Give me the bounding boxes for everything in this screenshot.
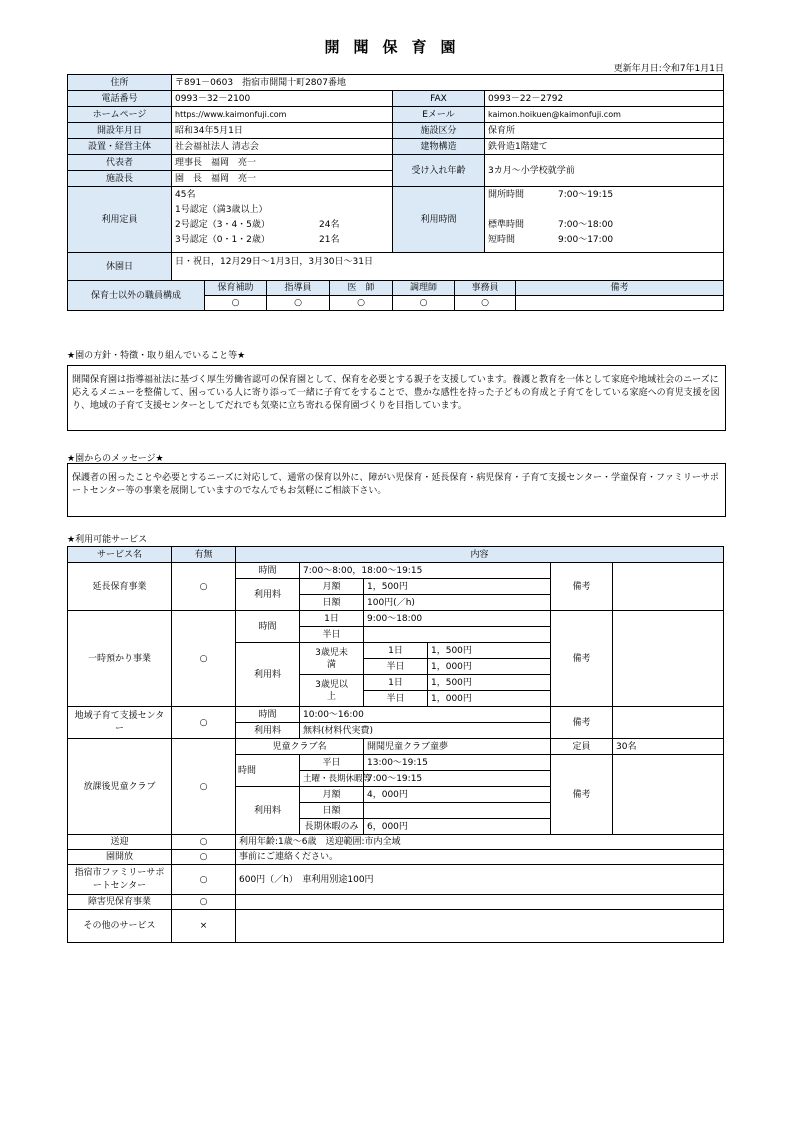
club-monthly: 4，000円: [364, 787, 551, 803]
staff-header: 保育補助: [205, 281, 267, 296]
staff-remarks-value: [516, 296, 724, 311]
capacity-type3-label: 3号認定（0・1・2歳）: [175, 235, 270, 245]
page-title: 開聞保育園: [324, 38, 470, 56]
holiday-value: 日・祝日，12月29日～1月3日，3月30日～31日: [172, 253, 724, 281]
club-cap-label: 定員: [551, 739, 613, 755]
club-cap: 30名: [613, 739, 724, 755]
local-remarks-label: 備考: [551, 707, 613, 739]
capacity-label: 利用定員: [68, 187, 172, 253]
capacity-type3: [175, 233, 389, 248]
capacity-total: 45名: [175, 190, 196, 200]
family-avail: ○: [172, 865, 236, 895]
temp-u-day: 1，500円: [428, 643, 551, 659]
staff-mark: ○: [330, 296, 393, 311]
disabled-name: 障害児保育事業: [68, 895, 172, 910]
club-remarks-label: 備考: [551, 755, 613, 835]
temp-half-label: 半日: [300, 627, 364, 643]
open-label: 開所時間: [488, 190, 525, 200]
transport-name: 送迎: [68, 835, 172, 850]
other-avail: ×: [172, 910, 236, 943]
message-text: 保護者の困ったことや必要とするニーズに対応して、通常の保育以外に、障がい児保育・延長保育・病児保育・子育て支援センター・学童保育・ファミリーサポートセンター等の事業を展開していますのでなんでもお気軽にご相談下さい。: [67, 463, 726, 517]
staff-remarks-header: 備考: [516, 281, 724, 296]
club-time-label: 時間: [236, 755, 300, 787]
capacity-type2-count: 24名: [319, 220, 340, 230]
staff-mark: ○: [267, 296, 330, 311]
club-long: 6，000円: [364, 819, 551, 835]
temp-u-half: 1，000円: [428, 659, 551, 675]
hours-label: 利用時間: [393, 187, 485, 253]
capacity-type3-count: 21名: [319, 235, 340, 245]
policy-text: 開聞保育園は指導福祉法に基づく厚生労働省認可の保育園として、保育を必要とする親子を支援しています。養護と教育を一体として家庭や地域社会のニーズに応えるメニューを整備して、困っている人に寄り添って一緒に子育てをすることで、豊かな感性を持った子どもの育成と子育てをしている家庭への育児支援を図り、地域の子育て支援センターとしてだれでも気楽に立ち寄れる保育園づくりを目指しています。: [67, 365, 726, 431]
club-holiday: 7:00～19:15: [364, 771, 551, 787]
family-text: 600円（／h） 車利用別途100円: [236, 865, 724, 895]
temp-u-half-label: 半日: [364, 659, 428, 675]
club-monthly-label: 月額: [300, 787, 364, 803]
club-long-label: 長期休暇のみ: [300, 819, 364, 835]
capacity-type2-label: 2号認定（3・4・5歳）: [175, 220, 270, 230]
operator-label: 設置・経営主体: [68, 139, 172, 155]
club-daily-label: 日額: [300, 803, 364, 819]
club-weekday: 13:00～19:15: [364, 755, 551, 771]
standard-label: 標準時間: [488, 220, 525, 230]
hours-value: [485, 187, 724, 253]
temp-day: 9:00～18:00: [364, 611, 551, 627]
col-service-name: サービス名: [68, 547, 172, 563]
staff-header: 調理師: [393, 281, 455, 296]
ext-monthly-label: 月額: [300, 579, 364, 595]
other-text: [236, 910, 724, 943]
local-fee: 無料(材料代実費): [300, 723, 551, 739]
temp-avail: ○: [172, 611, 236, 707]
temp-o-half-label: 半日: [364, 691, 428, 707]
open-day-name: 園開放: [68, 850, 172, 865]
club-fee-label: 利用料: [236, 787, 300, 835]
temp-o-half: 1，000円: [428, 691, 551, 707]
temp-under3-label: 3歳児未満: [300, 643, 364, 675]
services-heading: ★利用可能サービス: [67, 535, 148, 545]
short-value: 9:00～17:00: [558, 235, 614, 245]
staff-header: 医 師: [330, 281, 393, 296]
ext-daily-label: 日額: [300, 595, 364, 611]
fax-value: 0993－22－2792: [485, 91, 724, 107]
staff-mark: ○: [205, 296, 267, 311]
hp-label: ホームページ: [68, 107, 172, 123]
address-value: 〒891－0603 指宿市開聞十町2807番地: [172, 75, 724, 91]
staff-label: 保育士以外の職員構成: [68, 281, 205, 311]
facility-type-value: 保育所: [485, 123, 724, 139]
ext-monthly: 1，500円: [364, 579, 551, 595]
ext-name: 延長保育事業: [68, 563, 172, 611]
facility-type-label: 施設区分: [393, 123, 485, 139]
director-label: 施設長: [68, 171, 172, 187]
temp-remarks-label: 備考: [551, 611, 613, 707]
disabled-text: [236, 895, 724, 910]
temp-day-label: 1日: [300, 611, 364, 627]
accept-value: 3カ月～小学校就学前: [485, 155, 724, 187]
updated-date: 更新年月日:令和7年1月1日: [613, 64, 724, 74]
temp-name: 一時預かり事業: [68, 611, 172, 707]
opened-value: 昭和34年5月1日: [172, 123, 393, 139]
services-table: [67, 546, 724, 943]
ext-remarks-label: 備考: [551, 563, 613, 611]
club-name-label: 児童クラブ名: [236, 739, 364, 755]
local-name: 地域子育て支援センター: [68, 707, 172, 739]
transport-text: 利用年齢:1歳～6歳 送迎範囲:市内全域: [236, 835, 724, 850]
policy-heading: ★園の方針・特徴・取り組んでいること等★: [67, 351, 246, 361]
email-label: Eメール: [393, 107, 485, 123]
ext-remarks: [613, 563, 724, 611]
family-name: 指宿市ファミリーサポートセンター: [68, 865, 172, 895]
operator-value: 社会福祉法人 清志会: [172, 139, 393, 155]
open-day-avail: ○: [172, 850, 236, 865]
capacity-type2: [175, 218, 389, 233]
building-value: 鉄骨造1階建て: [485, 139, 724, 155]
club-avail: ○: [172, 739, 236, 835]
club-name-value: 開聞児童クラブ童夢: [364, 739, 551, 755]
club-remarks: [613, 755, 724, 835]
fax-label: FAX: [393, 91, 485, 107]
temp-fee-label: 利用料: [236, 643, 300, 707]
capacity-value: [172, 187, 393, 253]
opened-label: 開設年月日: [68, 123, 172, 139]
temp-remarks: [613, 611, 724, 707]
open-value: 7:00～19:15: [558, 190, 614, 200]
temp-time-label: 時間: [236, 611, 300, 643]
staff-mark: ○: [455, 296, 516, 311]
director-value: 園 長 福岡 亮一: [172, 171, 393, 187]
col-content: 内容: [236, 547, 724, 563]
temp-half: [364, 627, 551, 643]
club-daily: [364, 803, 551, 819]
holiday-label: 休園日: [68, 253, 172, 281]
other-name: その他のサービス: [68, 910, 172, 943]
tel-label: 電話番号: [68, 91, 172, 107]
local-time: 10:00～16:00: [300, 707, 551, 723]
standard-value: 7:00～18:00: [558, 220, 614, 230]
local-fee-label: 利用料: [236, 723, 300, 739]
local-remarks: [613, 707, 724, 739]
col-availability: 有無: [172, 547, 236, 563]
accept-label: 受け入れ年齢: [393, 155, 485, 187]
email-link[interactable]: kaimon.hoikuen@kaimonfuji.com: [485, 107, 724, 123]
local-time-label: 時間: [236, 707, 300, 723]
staff-header: 指導員: [267, 281, 330, 296]
local-avail: ○: [172, 707, 236, 739]
ext-avail: ○: [172, 563, 236, 611]
rep-value: 理事長 福岡 亮一: [172, 155, 393, 171]
ext-fee-label: 利用料: [236, 579, 300, 611]
temp-o-day: 1，500円: [428, 675, 551, 691]
disabled-avail: ○: [172, 895, 236, 910]
building-label: 建物構造: [393, 139, 485, 155]
temp-o-day-label: 1日: [364, 675, 428, 691]
message-heading: ★園からのメッセージ★: [67, 454, 164, 464]
capacity-type1: 1号認定（満3歳以上）: [175, 205, 268, 215]
ext-time: 7:00～8:00，18:00～19:15: [300, 563, 551, 579]
temp-u-day-label: 1日: [364, 643, 428, 659]
ext-time-label: 時間: [236, 563, 300, 579]
open-day-text: 事前にご連絡ください。: [236, 850, 724, 865]
transport-avail: ○: [172, 835, 236, 850]
staff-mark: ○: [393, 296, 455, 311]
club-weekday-label: 平日: [300, 755, 364, 771]
short-label: 短時間: [488, 235, 516, 245]
tel-value: 0993－32－2100: [172, 91, 393, 107]
address-label: 住所: [68, 75, 172, 91]
staff-header: 事務員: [455, 281, 516, 296]
club-name: 放課後児童クラブ: [68, 739, 172, 835]
ext-daily: 100円(／h): [364, 595, 551, 611]
temp-over3-label: 3歳児以上: [300, 675, 364, 707]
hp-link[interactable]: https://www.kaimonfuji.com: [172, 107, 393, 123]
club-holiday-label: 土曜・長期休暇等: [300, 771, 364, 787]
info-table: [67, 74, 724, 311]
rep-label: 代表者: [68, 155, 172, 171]
